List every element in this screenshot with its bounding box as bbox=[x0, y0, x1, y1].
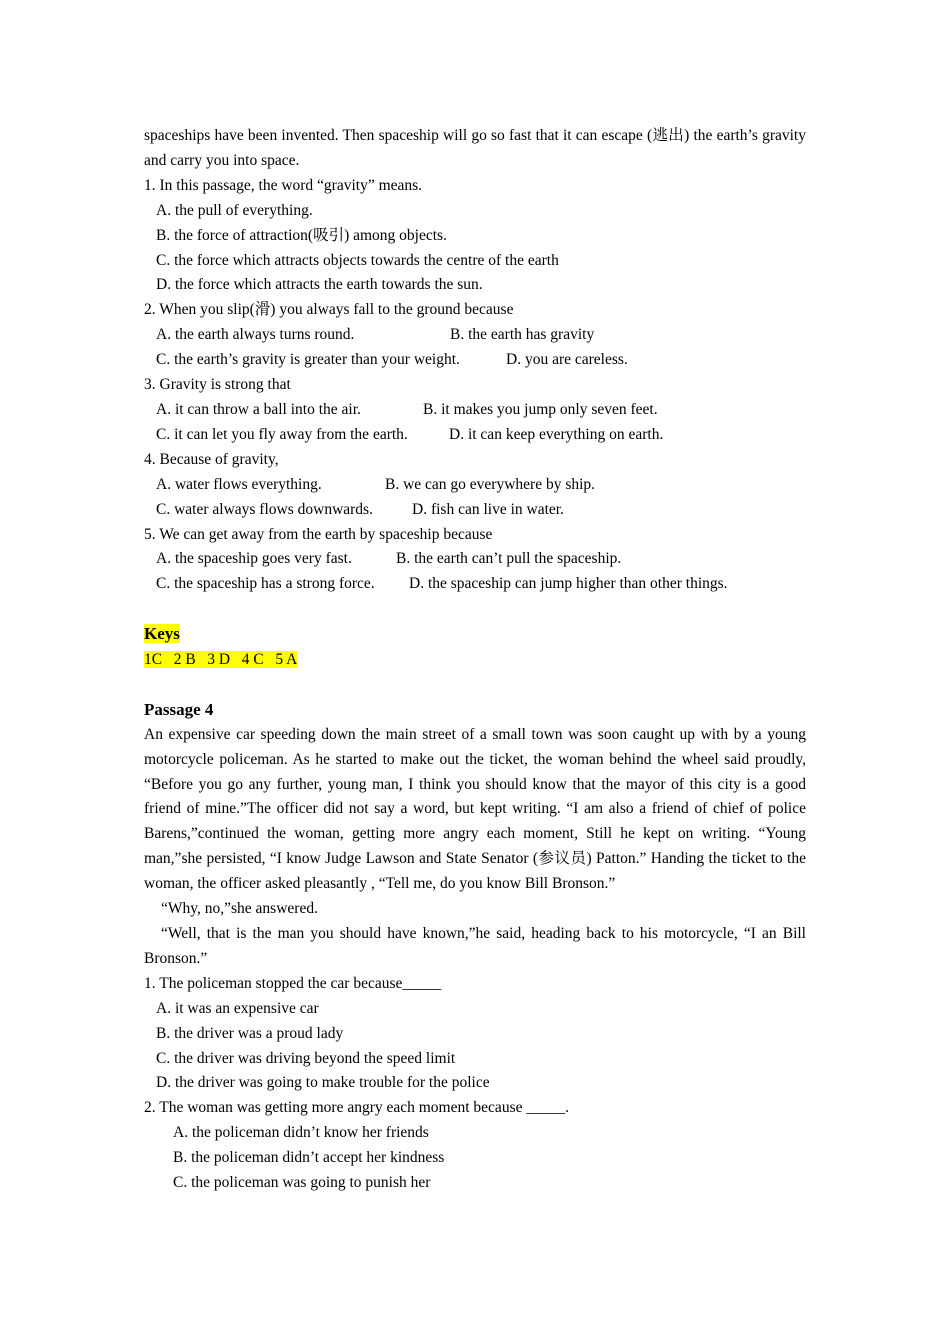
option: A. the earth always turns round. bbox=[156, 326, 355, 344]
option: C. it can let you fly away from the earth. bbox=[156, 425, 408, 443]
option: C. water always flows downwards. bbox=[156, 500, 373, 518]
option: D. the force which attracts the earth towards the sun. bbox=[156, 276, 483, 294]
keys-section bbox=[144, 622, 806, 648]
option: B. we can go everywhere by ship. bbox=[385, 475, 596, 493]
option: C. the force which attracts objects towards the centre of the earth bbox=[156, 251, 559, 269]
option: A. the pull of everything. bbox=[156, 201, 313, 219]
option: D. it can keep everything on earth. bbox=[449, 425, 664, 443]
option: C. the earth’s gravity is greater than your weight. bbox=[156, 351, 460, 369]
option: B. the force of attraction(吸引) among objects. bbox=[156, 226, 447, 244]
option: A. it was an expensive car bbox=[156, 999, 319, 1017]
option-row bbox=[144, 572, 806, 597]
option: D. fish can live in water. bbox=[412, 500, 564, 518]
question-2: 2. When you slip(滑) you always fall to the ground because bbox=[144, 301, 514, 319]
option-row bbox=[144, 498, 806, 523]
option-row bbox=[144, 398, 806, 423]
option-row bbox=[144, 473, 806, 498]
question-4: 4. Because of gravity, bbox=[144, 450, 279, 468]
option: C. the policeman was going to punish her bbox=[173, 1174, 431, 1192]
option-row bbox=[144, 348, 806, 373]
option: A. the spaceship goes very fast. bbox=[156, 550, 352, 568]
passage4-body: An expensive car speeding down the main street of a small town was soon caught up with by a young motorcycle policeman. As he started to make out the ticket, the woman behind the wheel said proudly, “Before you go any further, young man, I think you should know that the mayor of this city is a good friend of mine.”The officer did not say a word, but kept writing. “I am also a friend of chief of police Barens,”continued the woman, getting more angry each moment, Still he kept on writing. “Young man,”she persisted, “I know Judge Lawson and State Senator (参议员) Patton.” Handing the ticket to the woman, the officer asked pleasantly , “Tell me, do you know Bill Bronson.” bbox=[144, 725, 806, 893]
option: D. you are careless. bbox=[506, 351, 628, 369]
passage4-question-2: 2. The woman was getting more angry each moment because _____. bbox=[144, 1099, 569, 1117]
passage3-intro: spaceships have been invented. Then spaceship will go so fast that it can escape (逃出) the earth’s gravity and carry you into space. bbox=[144, 127, 806, 169]
option: A. the policeman didn’t know her friends bbox=[173, 1124, 429, 1142]
passage4-ending: “Well, that is the man you should have known,”he said, heading back to his motorcycle, “I an Bill Bronson.” bbox=[144, 924, 806, 967]
option: B. the driver was a proud lady bbox=[156, 1024, 344, 1042]
option: C. the driver was driving beyond the speed limit bbox=[156, 1049, 456, 1067]
option: B. the policeman didn’t accept her kindness bbox=[173, 1149, 445, 1167]
keys-answers-row bbox=[144, 648, 806, 673]
option: C. the spaceship has a strong force. bbox=[156, 575, 375, 593]
option: D. the spaceship can jump higher than other things. bbox=[409, 575, 728, 593]
passage4-reply: “Why, no,”she answered. bbox=[161, 900, 318, 918]
keys-answers: 1C 2 B 3 D 4 C 5 A bbox=[144, 651, 298, 669]
option-row bbox=[144, 323, 806, 348]
option: A. it can throw a ball into the air. bbox=[156, 400, 361, 418]
option: B. it makes you jump only seven feet. bbox=[423, 400, 658, 418]
option: A. water flows everything. bbox=[156, 475, 322, 493]
keys-title: Keys bbox=[144, 624, 180, 644]
option-row bbox=[144, 547, 806, 572]
document-page bbox=[144, 124, 806, 1196]
option-row bbox=[144, 423, 806, 448]
passage4-title: Passage 4 bbox=[144, 699, 214, 719]
question-1: 1. In this passage, the word “gravity” means. bbox=[144, 176, 423, 194]
option: D. the driver was going to make trouble for the police bbox=[156, 1074, 490, 1092]
option: B. the earth has gravity bbox=[450, 326, 595, 344]
question-3: 3. Gravity is strong that bbox=[144, 376, 291, 394]
passage4-question-1: 1. The policeman stopped the car because_____ bbox=[144, 974, 442, 992]
option: B. the earth can’t pull the spaceship. bbox=[396, 550, 622, 568]
question-5: 5. We can get away from the earth by spaceship because bbox=[144, 525, 493, 543]
